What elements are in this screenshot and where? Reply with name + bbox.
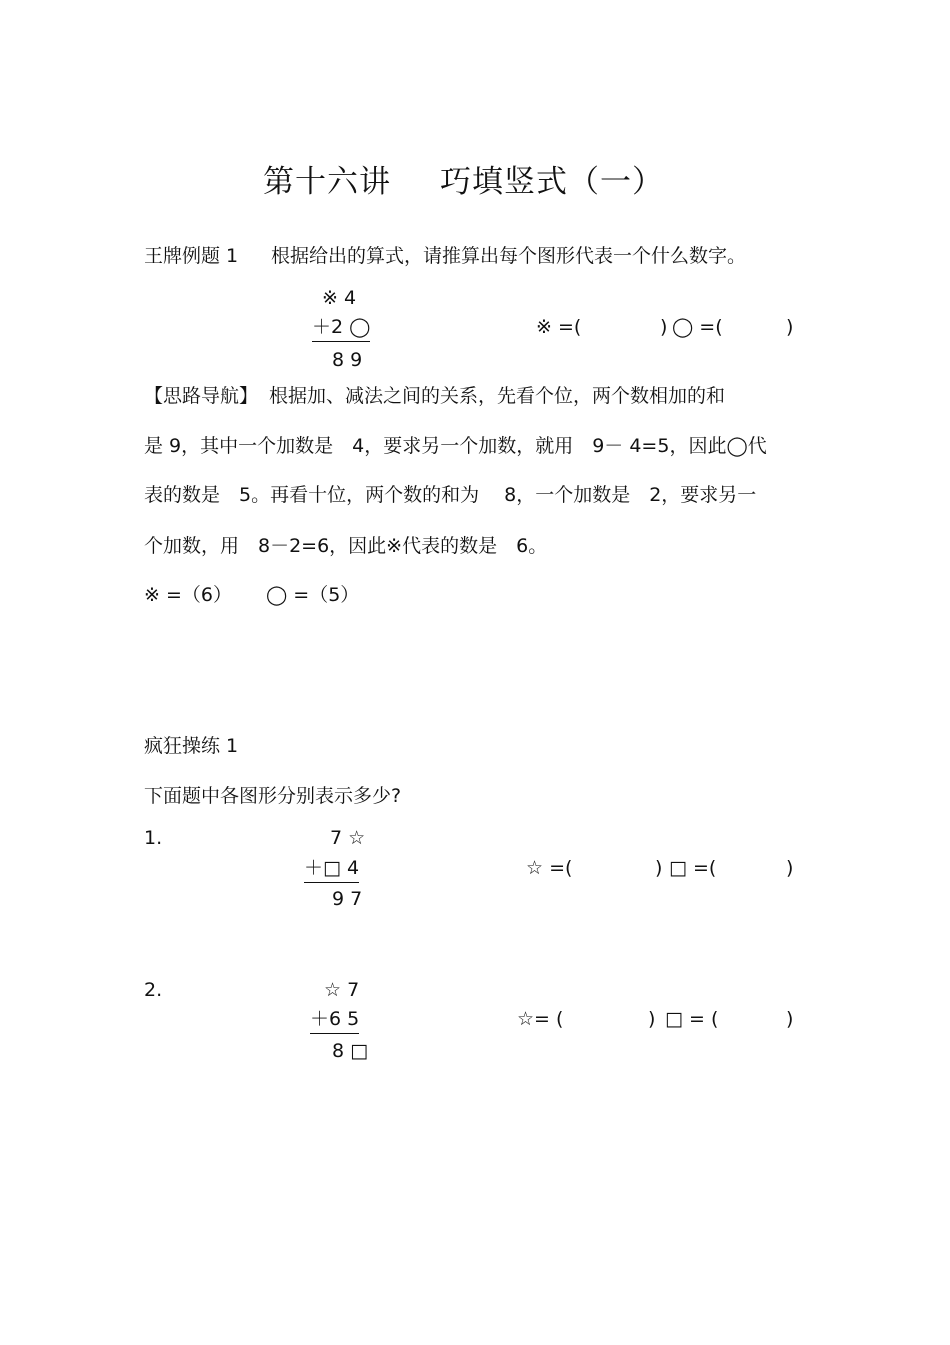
- example-question: 根据给出的算式，请推算出每个图形代表一个什么数字。: [271, 245, 747, 267]
- example-answer-blank-star: ※ =(: [536, 316, 582, 338]
- problem-1-blank-square: □ =(: [669, 857, 717, 879]
- example-equation-row2: ＋2 ◯: [312, 318, 370, 342]
- problem-2-number: 2.: [144, 979, 163, 1001]
- example-answer-blank-circle: ◯ =(: [672, 316, 723, 338]
- explanation-line-1: 根据加、减法之间的关系，先看个位，两个数相加的和: [269, 385, 726, 407]
- explanation-line-2: 是 9，其中一个加数是 4，要求另一个加数，就用 9－ 4=5，因此◯代: [144, 435, 767, 457]
- problem-1-row3: 9 7: [332, 888, 363, 910]
- example-answer-close-star: ): [660, 316, 668, 338]
- example-label: 王牌例题 1: [144, 245, 239, 267]
- problem-1-number: 1.: [144, 827, 163, 849]
- problem-1-close-square: ): [786, 857, 794, 879]
- problem-2-close-square: ): [786, 1008, 794, 1030]
- problem-2-row3: 8 □: [332, 1040, 369, 1062]
- example-answer-close-circle: ): [786, 316, 794, 338]
- problem-2-row1: ☆ 7: [324, 979, 360, 1001]
- problem-1-row1: 7 ☆: [330, 827, 366, 849]
- topic-title: 巧填竖式（一）: [440, 164, 664, 200]
- practice-prompt: 下面题中各图形分别表示多少?: [144, 785, 402, 807]
- problem-2-close-star: ): [648, 1008, 656, 1030]
- explanation-line-3: 表的数是 5。再看十位，两个数的和为 8，一个加数是 2，要求另一: [144, 484, 757, 506]
- explanation-heading: 【思路导航】: [144, 385, 259, 407]
- problem-2-blank-star: ☆= (: [517, 1008, 564, 1030]
- problem-2-blank-square: □ = (: [665, 1008, 719, 1030]
- problem-1-row2: ＋□ 4: [304, 859, 359, 883]
- practice-label: 疯狂操练 1: [144, 735, 239, 757]
- problem-1-close-star: ): [655, 857, 663, 879]
- problem-1-blank-star: ☆ =(: [526, 857, 573, 879]
- example-equation-row3: 8 9: [332, 349, 363, 371]
- explanation-answer-star: ※ =（6）: [144, 584, 232, 606]
- explanation-answer-circle: ◯ =（5）: [266, 584, 360, 606]
- explanation-line-4: 个加数，用 8－2=6，因此※代表的数是 6。: [144, 535, 548, 557]
- chapter-title: 第十六讲: [263, 164, 391, 200]
- problem-2-row2: ＋6 5: [310, 1010, 359, 1034]
- example-equation-row1: ※ 4: [322, 287, 357, 309]
